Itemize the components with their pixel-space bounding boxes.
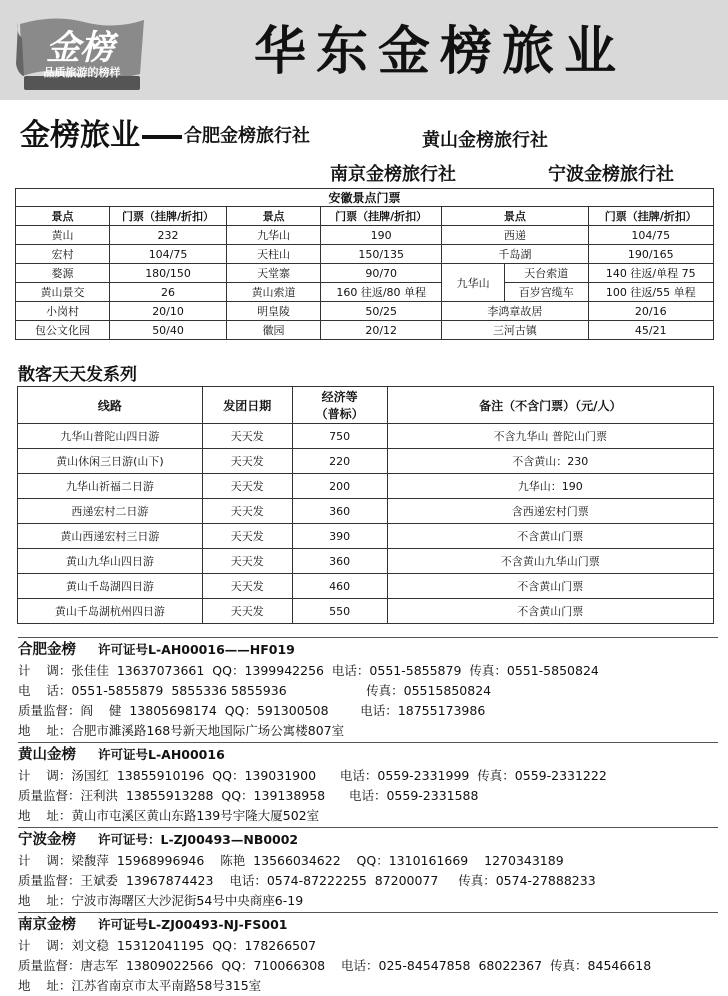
header-cell [292,387,387,424]
cell: 天天发 [202,499,292,524]
divider [18,827,718,828]
contact-title [18,829,718,851]
cell: 九华山 [442,264,505,302]
cell: 不含黄山：230 [387,449,713,474]
cell: 九华山：190 [387,474,713,499]
cell: 天天发 [202,449,292,474]
cell: 不含黄山门票 [387,574,713,599]
header-cell: 景点 [16,207,110,226]
cell: 黄山九华山四日游 [18,549,203,574]
dash-divider [142,135,182,139]
license-number: 许可证号：L-ZJ00493—NB0002 [98,832,299,847]
cell: 360 [292,499,387,524]
contact-name: 黄山金榜 [18,747,76,763]
divider [18,742,718,743]
header-cell: 发团日期 [202,387,292,424]
contact-line: 电 话：0551-5855879 5855336 5855936 传真：05515850824 [18,683,492,698]
ticket-table-caption: 安徽景点门票 [16,189,714,207]
cell: 20/12 [321,321,442,340]
table-row [16,245,714,264]
branch-hefei: 合肥金榜旅行社 [184,125,310,147]
table-row [16,283,714,302]
contact-name: 南京金榜 [18,917,76,933]
contact-title [18,744,718,766]
contact-line: 质量监督：汪利洪 13855913288 QQ：139138958 电话：0559-2331588 [18,788,479,803]
cell: 黄山休闲三日游(山下) [18,449,203,474]
cell: 140 往返/单程 75 [588,264,713,283]
cell: 三河古镇 [442,321,588,340]
cell: 460 [292,574,387,599]
cell: 160 往返/80 单程 [321,283,442,302]
brand-name: 金榜旅业 [20,118,140,153]
table-header-row [18,387,714,424]
header-cell: 门票（挂牌/折扣） [321,207,442,226]
cell: 天天发 [202,424,292,449]
contact-line: 地 址：宁波市海曙区大沙泥街54号中央商座6-19 [18,893,304,908]
cell: 天天发 [202,524,292,549]
cell: 45/21 [588,321,713,340]
branch-ningbo: 宁波金榜旅行社 [548,164,674,185]
contact-title [18,914,718,936]
cell: 宏村 [16,245,110,264]
cell: 不含黄山九华山门票 [387,549,713,574]
tours-body [18,424,714,624]
cell: 天台索道 [504,264,588,283]
table-row [16,264,714,283]
cell: 天天发 [202,549,292,574]
cell: 小岗村 [16,302,110,321]
license-number: 许可证号L-ZJ00493-NJ-FS001 [98,917,288,932]
table-row [16,321,714,340]
cell: 天堂寨 [227,264,321,283]
logo-text: 金榜 [46,28,114,68]
cell: 190/165 [588,245,713,264]
cell: 20/16 [588,302,713,321]
cell: 含西递宏村门票 [387,499,713,524]
cell: 黄山千岛湖四日游 [18,574,203,599]
cell: 550 [292,599,387,624]
cell: 黄山景交 [16,283,110,302]
cell: 不含九华山 普陀山门票 [387,424,713,449]
table-row [18,449,714,474]
cell: 黄山 [16,226,110,245]
contact-name: 宁波金榜 [18,832,76,848]
cell: 婺源 [16,264,110,283]
contact-title [18,639,718,661]
contact-line: 计 调：汤国红 13855910196 QQ：139031900 电话：0559-2331999 传真：0559-2331222 [18,768,607,783]
cell: 360 [292,549,387,574]
header-cell: 线路 [18,387,203,424]
cell: 黄山索道 [227,283,321,302]
cell: 100 往返/55 单程 [588,283,713,302]
tours-table [17,386,714,624]
cell: 104/75 [110,245,227,264]
section-title: 散客天天发系列 [18,365,137,385]
page-title: 华东金榜旅业 [253,22,626,82]
contact-line: 质量监督：王斌委 13967874423 电话：0574-87222255 87200077 传真：0574-27888233 [18,873,596,888]
table-row [18,524,714,549]
contact-line: 计 调：张佳佳 13637073661 QQ：1399942256 电话：0551-5855879 传真：0551-5850824 [18,663,599,678]
cell: 90/70 [321,264,442,283]
header-cell: 景点 [227,207,321,226]
cell: 九华山祈福二日游 [18,474,203,499]
table-row [18,549,714,574]
cell: 50/25 [321,302,442,321]
cell: 百岁宫缆车 [504,283,588,302]
license-number: 许可证号L-AH00016——HF019 [98,642,295,657]
header-line: 经济等 [321,390,358,404]
contact-line: 地 址：黄山市屯溪区黄山东路139号宇隆大厦502室 [18,808,320,823]
cell: 黄山西递宏村三日游 [18,524,203,549]
cell: 150/135 [321,245,442,264]
cell: 西递宏村二日游 [18,499,203,524]
cell: 西递 [442,226,588,245]
cell: 190 [321,226,442,245]
cell: 包公文化园 [16,321,110,340]
contact-line: 质量监督：唐志军 13809022566 QQ：710066308 电话：025-84547858 68022367 传真：84546618 [18,958,652,973]
table-row [16,302,714,321]
header-cell: 门票（挂牌/折扣） [110,207,227,226]
table-row [18,574,714,599]
cell: 明皇陵 [227,302,321,321]
contact-line: 计 调：刘文稳 15312041195 QQ：178266507 [18,938,317,953]
cell: 徽园 [227,321,321,340]
cell: 750 [292,424,387,449]
cell: 天柱山 [227,245,321,264]
table-row [18,499,714,524]
header-cell: 门票（挂牌/折扣） [588,207,713,226]
cell: 220 [292,449,387,474]
divider [18,637,718,638]
table-row [18,424,714,449]
cell: 九华山普陀山四日游 [18,424,203,449]
cell: 李鸿章故居 [442,302,588,321]
cell: 不含黄山门票 [387,599,713,624]
contact-line: 计 调：梁馥萍 15968996946 陈艳 13566034622 QQ：1310161669 1270343189 [18,853,564,868]
cell: 104/75 [588,226,713,245]
header-cell: 备注（不含门票）（元/人） [387,387,713,424]
table-row [18,599,714,624]
branch-huangshan: 黄山金榜旅行社 [422,130,548,151]
cell: 不含黄山门票 [387,524,713,549]
header-cell: 景点 [442,207,588,226]
contact-name: 合肥金榜 [18,642,76,658]
cell: 天天发 [202,599,292,624]
branch-nanjing: 南京金榜旅行社 [330,164,456,185]
divider [18,912,718,913]
brand-subtitle [20,118,310,155]
cell: 200 [292,474,387,499]
cell: 九华山 [227,226,321,245]
cell: 26 [110,283,227,302]
contact-line: 地 址：江苏省南京市太平南路58号315室 [18,978,262,993]
cell: 180/150 [110,264,227,283]
cell: 20/10 [110,302,227,321]
ticket-table [15,188,714,340]
contact-line: 地 址：合肥市濉溪路168号新天地国际广场公寓楼807室 [18,723,345,738]
cell: 390 [292,524,387,549]
table-row [18,474,714,499]
cell: 天天发 [202,574,292,599]
cell: 50/40 [110,321,227,340]
cell: 千岛湖 [442,245,588,264]
table-row [16,226,714,245]
cell: 天天发 [202,474,292,499]
header-line: （普标） [315,407,364,421]
header-banner [0,0,728,100]
contacts-section [18,636,718,996]
cell: 232 [110,226,227,245]
cell: 黄山千岛湖杭州四日游 [18,599,203,624]
table-header-row [16,207,714,226]
logo-slogan: 品质旅游的榜样 [43,66,121,79]
license-number: 许可证号L-AH00016 [98,747,225,762]
contact-line: 质量监督：阎 健 13805698174 QQ：591300508 电话：18755173986 [18,703,486,718]
